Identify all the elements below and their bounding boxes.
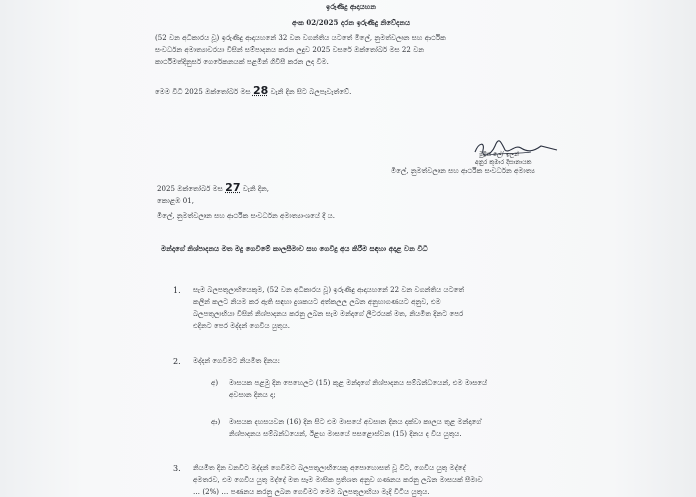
item-3-line-3: … (2%) … පණනය කරනු ලබන ගෙවීමට මෙම බලපතුලාභියා මැදි විටිය යුතුය.	[193, 488, 430, 496]
item-1-line-1: සැම බලපතුලාභියෙකුම, (52 වන අධිකාරය වූ) ඉරුණිදු ආදායහනේ 22 වන වගන්තිය යටතේ	[193, 286, 465, 294]
issue-date-line	[157, 182, 269, 194]
issue-date-after: වැනි දින,	[242, 185, 270, 193]
item-2a-line-2: අවසාන දිනය ද;	[229, 391, 276, 399]
effective-date-handwritten: 28	[252, 84, 269, 97]
issue-date-before: 2025 ඔක්තෝබර් මස	[157, 185, 223, 193]
effective-date-line	[155, 85, 351, 97]
signature-title: මිලේ, නුමත්වලෘන සහ ආර්ථික සංවර්ධන අමාත්‍ය	[391, 167, 535, 175]
issue-place-line: කොළඹ 01,	[157, 197, 194, 205]
item-3-line-1: නියමිත දින වනවිට මද්දන් ගෙවීමට බලපතුලාභියෙකු අපොහොසත් වූ විට, ගෙවිය යුතු මද්දේ	[193, 464, 466, 472]
issue-ministry-line: මිලේ, නුමත්වලෘන සහ ආර්ථික සංවර්ධන අමාත්‍යාංශයේ දී ය.	[157, 212, 336, 220]
item-2b-line-1: මාසයක දහසයවන (16) දින සිට එම මාසයේ අවසාන දිනය දක්වා කාලය තුළ මන්දාගේ	[229, 418, 482, 426]
item-1-number: 1.	[173, 286, 181, 295]
intro-line-2: සංවර්ධන අමාත්‍යාවරයා විසින් සම්පාදනය කරන ලදුව 2025 වසරේ ඔක්තෝබර් මස 22 වන	[155, 46, 425, 54]
item-3-number: 3.	[173, 464, 181, 473]
gazette-notice	[115, 0, 587, 497]
item-2-number: 2.	[173, 357, 181, 366]
signature-printed-name: අනුර කුමාර දිසානායක	[475, 159, 532, 166]
item-1-line-4: එදිනට පෙර මද්දන් ගෙවිය යුතුය.	[193, 322, 290, 330]
item-3-line-2: අමතරව, එම ගෙවිය යුතු මද්දේ මත සෑම මාසික ප්‍රතිශත අනුව ගණනය කරනු ලබන මාසයක් සීමාව	[193, 476, 483, 484]
notice-number: අංක 02/2025 දරන ඉරුණිදු නිවේදනය	[291, 18, 411, 27]
intro-line-1: (52 වන අධිකාරය වූ) ඉරුණිදු ආදායහනේ 32 වන වගන්තිය යටතේ මිලේ, නුමත්වලෘන සහ ආර්ථික	[155, 34, 446, 42]
effective-date-after: වැනි දින සිට බලපැවැත්වේ.	[270, 88, 352, 96]
item-1-line-3: බලපතුලාභියා විසින් නිශ්පාදනය කරනු ලබන සැම මන්දාගේ ලීටරයක් මත, නියමිත දිනට පෙර	[193, 310, 464, 318]
effective-date-before: මෙම විධි 2025 ඔක්තෝබර් මස	[155, 88, 251, 96]
subject-heading: මන්දාගේ නිශ්පාදනය මත මදු ගෙවීමේ කාලසීමාව සහ ගෙවිදු අය කිරීම සඳහා අදාළ වන විධි	[161, 244, 428, 253]
intro-line-3: කාර්ථිමත්දිනුසර් ගෙරේකනයක් පළමින් ගිවිසී කරන ලද වීම.	[155, 58, 329, 66]
item-1-line-2: කලින් කලට නියම කර ඇති සඳහා දුශකයට අත්කලල ලබන අනුහාගණයට අනුව, එම	[193, 298, 441, 306]
item-2b-label: ආ)	[211, 418, 221, 426]
issue-date-handwritten: 27	[225, 181, 241, 194]
header-title: ඉරුණිදු ආදායහන	[326, 2, 376, 11]
item-2a-line-1: මාසයක පළමු දින පෙහෙලට (15) කුළ මන්දාගේ නිශ්පාදනය සම්බන්ධයෙන්, එම මාසයේ	[229, 379, 488, 387]
item-2a-label: අ)	[211, 379, 219, 387]
item-2-heading: මද්දන් ගෙවීමට නියමිත දිනය:	[193, 357, 281, 365]
signature-name-line: මුද්‍රිත ලේ/ ඉලන්	[479, 151, 520, 158]
item-2b-line-2: නිශ්පාදනය සම්බන්ධයෙන්, ඊළඟ මාසයේ පසළොස්වන (15) දිනය ද විය යුතුය.	[229, 430, 462, 438]
